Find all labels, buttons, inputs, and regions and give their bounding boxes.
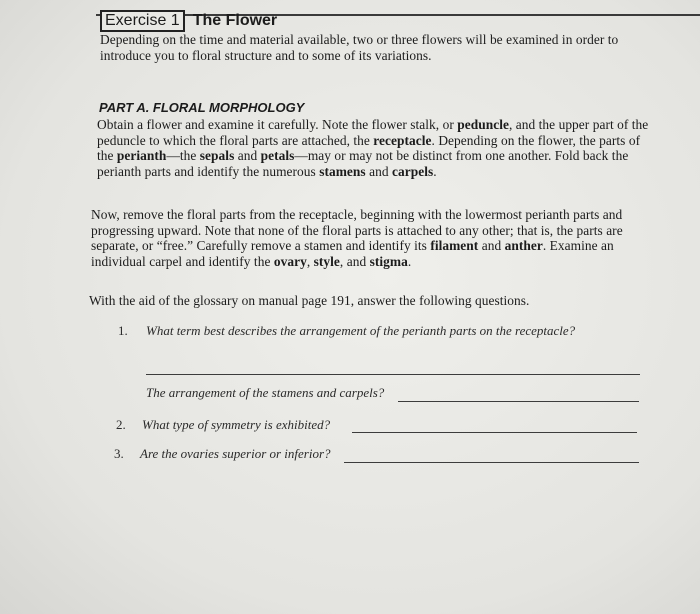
question-text: What type of symmetry is exhibited? — [142, 417, 331, 432]
answer-line[interactable] — [344, 462, 639, 463]
answer-line[interactable] — [398, 401, 639, 402]
answer-line[interactable] — [352, 432, 637, 433]
intro-paragraph: Depending on the time and material available, two or three flowers will be examined in order to introduce you to floral structure and to some of its variations. — [100, 32, 619, 63]
answer-line[interactable] — [146, 374, 640, 375]
part-a-heading: PART A. FLORAL MORPHOLOGY — [99, 100, 305, 115]
exercise-title: The Flower — [192, 12, 278, 29]
part-a-paragraph-1: Obtain a flower and examine it carefully. Note the flower stalk, or peduncle, and the upper part of the peduncle to which the floral parts are attached, the receptacle. Depending on the flower, the parts of the perianth—the sepals and petals—may or may not be distinct from one another. Fold back the perianth parts and identify the numerous stamens and carpels. — [97, 117, 649, 179]
question-text: Are the ovaries superior or inferior? — [140, 446, 331, 461]
exercise-header — [100, 10, 277, 32]
question-text: What term best describes the arrangement of the perianth parts on the receptacle? — [146, 323, 576, 338]
part-a-paragraph-2: Now, remove the floral parts from the receptacle, beginning with the lowermost perianth parts and progressing upward. Note that none of the floral parts is attached to any other; that is, the parts are separate, or “free.” Carefully remove a stamen and identify its filament and anther. Examine an individual carpel and identify the ovary, style, and stigma. — [91, 207, 623, 269]
question-number: 2. — [116, 417, 126, 432]
question-text: The arrangement of the stamens and carpels? — [146, 385, 385, 400]
question-number: 1. — [118, 323, 128, 338]
instructions-text: With the aid of the glossary on manual page 191, answer the following questions. — [89, 293, 530, 308]
question-number: 3. — [114, 446, 124, 461]
exercise-label: Exercise 1 — [100, 10, 185, 32]
